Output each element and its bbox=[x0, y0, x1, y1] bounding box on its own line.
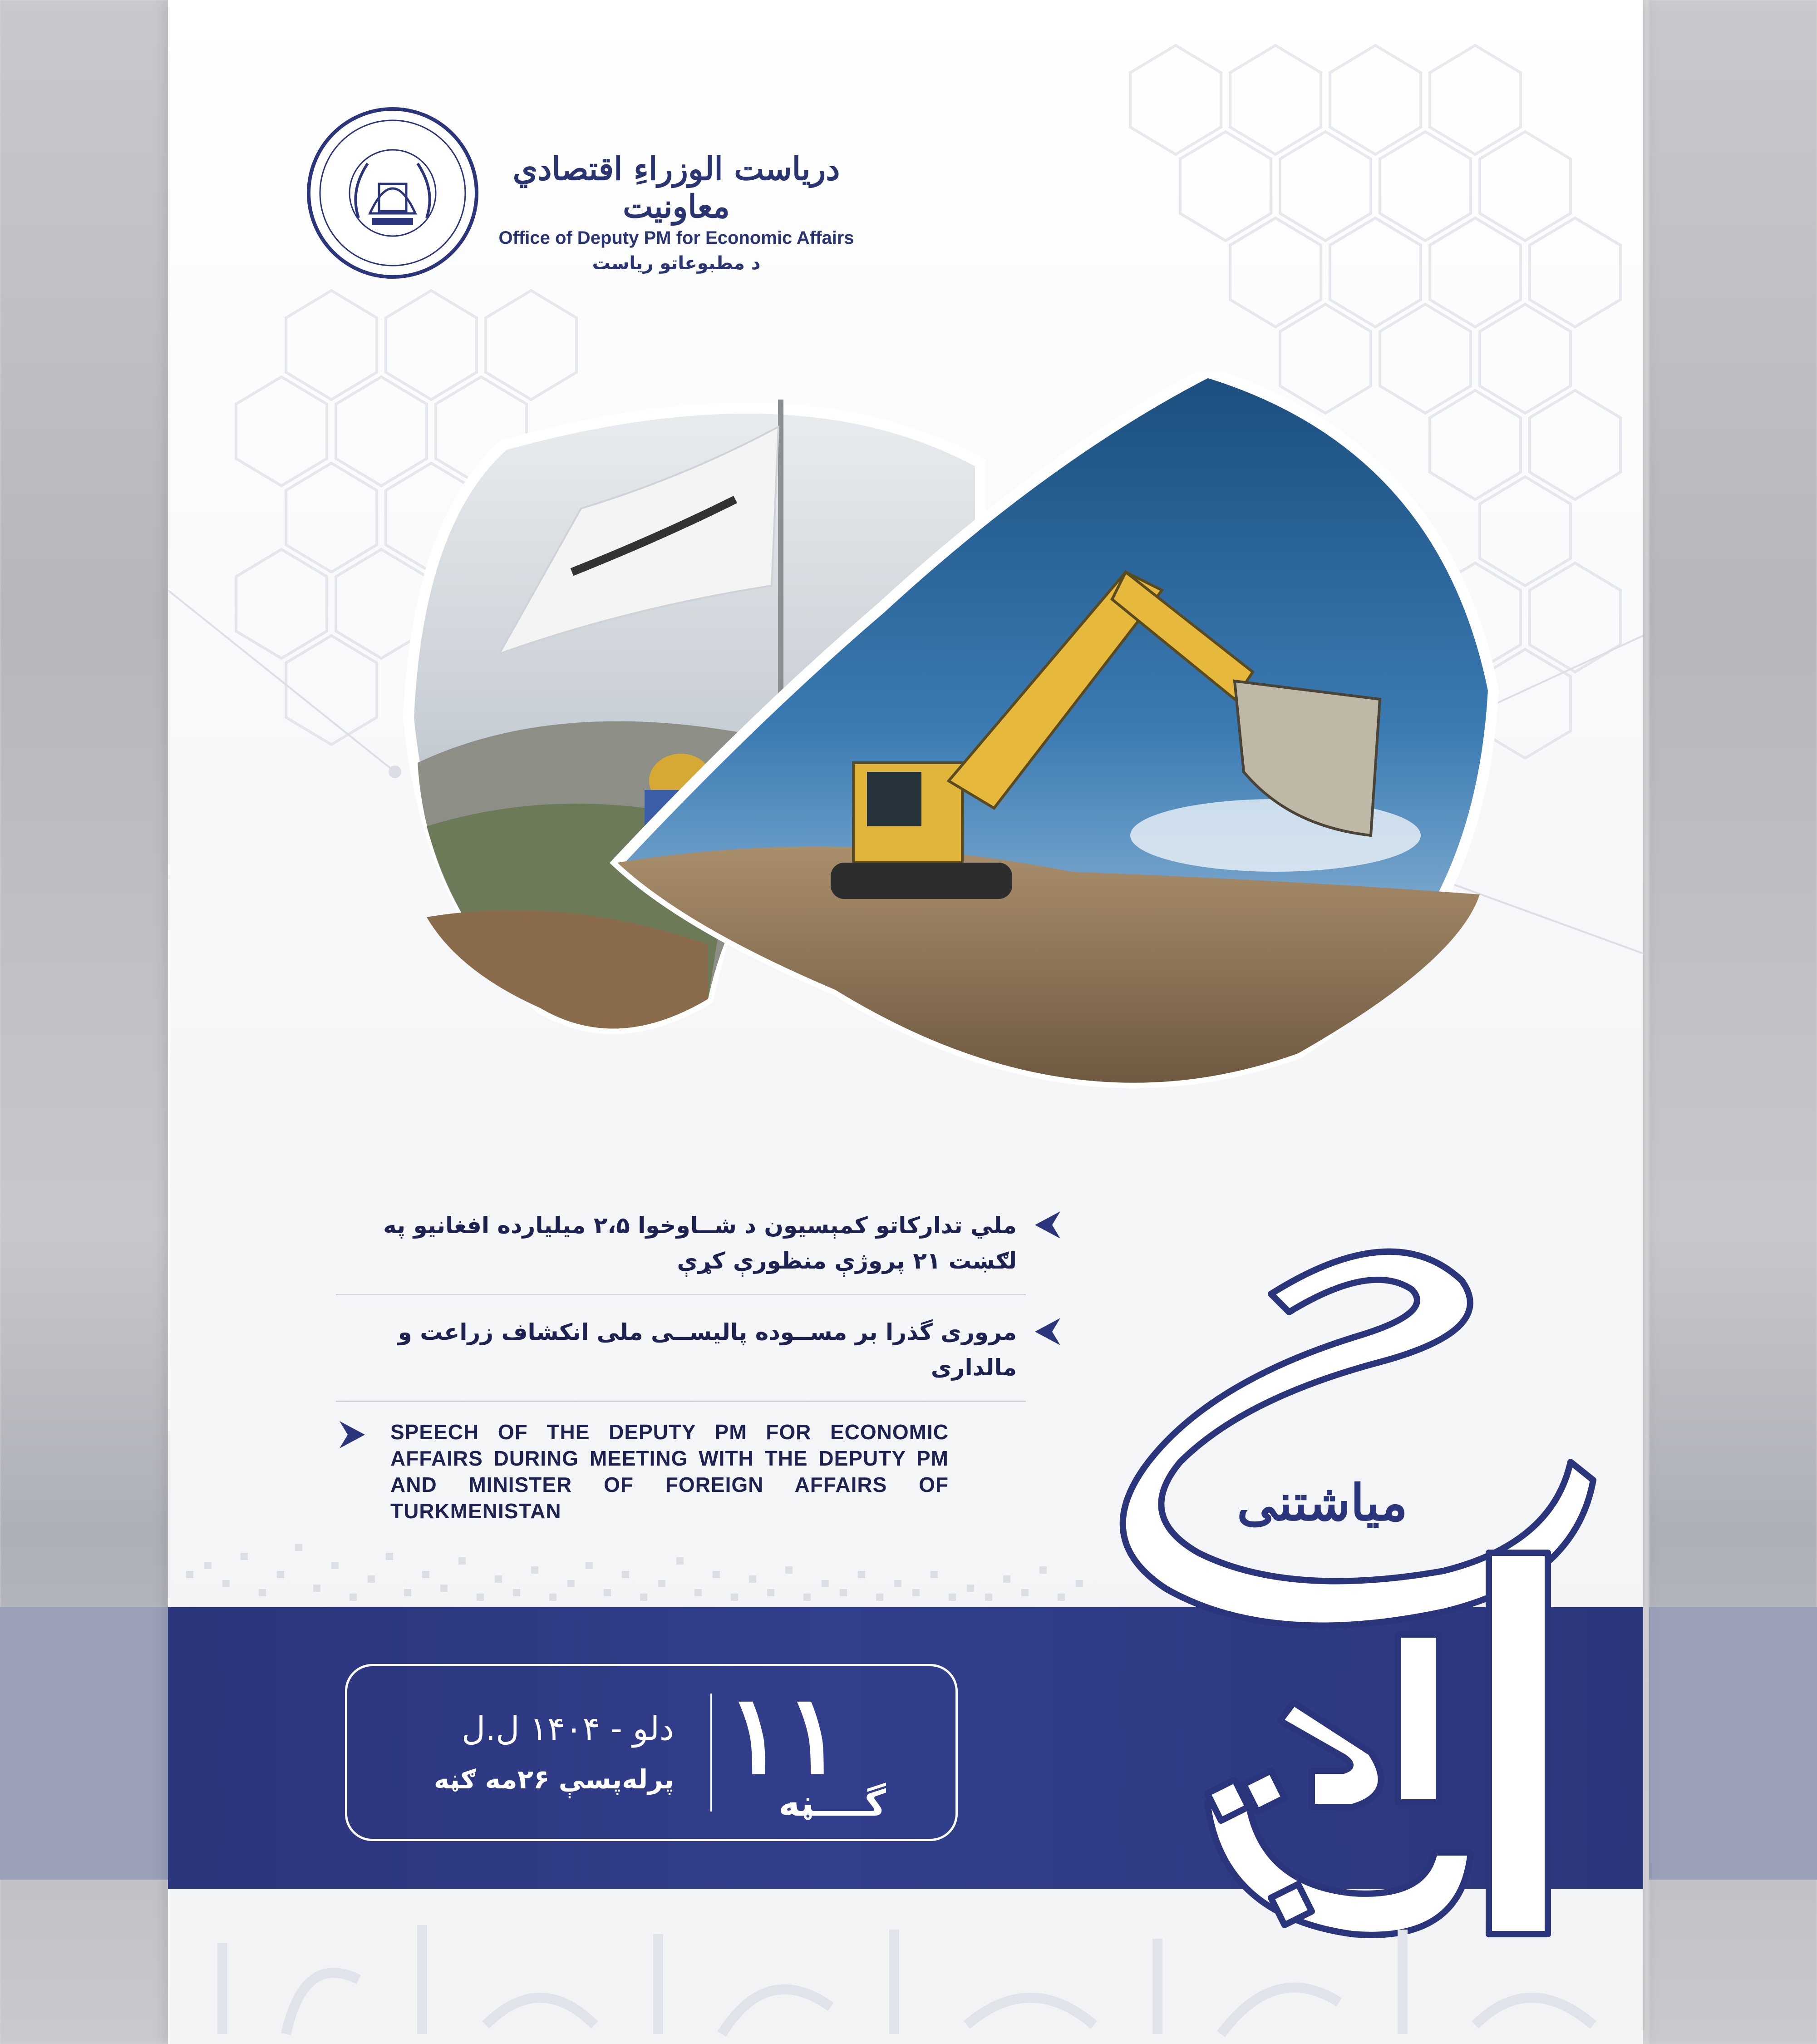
header-title-en: Office of Deputy PM for Economic Affairs bbox=[498, 228, 854, 248]
issue-label: گــــڼه bbox=[778, 1782, 886, 1824]
photo-collage bbox=[390, 372, 1502, 1121]
header-subtitle: د مطبوعاتو ریاست bbox=[592, 253, 761, 274]
masthead-subtitle: میاشتنی bbox=[1237, 1473, 1408, 1532]
headline-3-text: SPEECH OF THE DEPUTY PM FOR ECONOMIC AFFAIRS DURING MEETING WITH THE DEPUTY PM AND MINISTER OF FOREIGN AFFAIRS OF TURKMENISTAN bbox=[390, 1420, 949, 1523]
divider bbox=[336, 1294, 1026, 1295]
masthead-calligraphy bbox=[1098, 1226, 1607, 1961]
issue-separator bbox=[710, 1693, 712, 1812]
headline-2[interactable] bbox=[336, 1314, 1017, 1385]
arrow-icon bbox=[1035, 1211, 1060, 1239]
headline-1-text: ملي تدارکاتو کمېسیون د شــاوخوا ۲،۵ میلیارده افغانیو په لګښت ۲۱ پروژې منظورې کړې bbox=[383, 1212, 1017, 1274]
issue-publication: پرلەپسې ۲۶مه ګڼه bbox=[433, 1764, 674, 1795]
issue-date: دلو - ۱۴۰۴ ل.ل bbox=[461, 1709, 674, 1748]
footer-calligraphy bbox=[168, 1889, 1643, 2044]
issue-info-box bbox=[345, 1664, 958, 1841]
magazine-cover bbox=[168, 0, 1643, 2044]
background-band-left bbox=[0, 1607, 168, 1880]
arrow-icon bbox=[340, 1421, 365, 1448]
divider bbox=[336, 1401, 1026, 1402]
header-block bbox=[495, 150, 858, 274]
header-title-dari: دریاست الوزراءِ اقتصادي معاونیت bbox=[512, 150, 840, 225]
issue-number: ۱۱ bbox=[726, 1670, 843, 1798]
arrow-icon bbox=[1035, 1318, 1060, 1345]
seal-emblem-icon bbox=[304, 104, 481, 281]
background-band-right bbox=[1649, 1607, 1817, 1880]
headline-2-text: مروری گذرا بر مســوده پالیســی ملی انکشاف زراعت و مالداری bbox=[398, 1319, 1017, 1381]
headline-1[interactable] bbox=[336, 1208, 1017, 1279]
